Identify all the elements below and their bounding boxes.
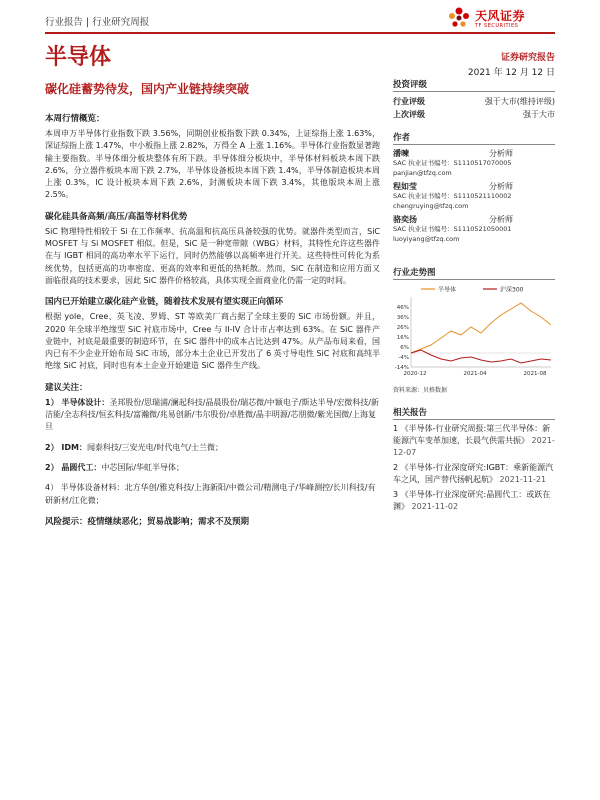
x-tick-label: 2020-12 — [403, 371, 427, 377]
prev-rating-row: 上次评级 强于大市 — [393, 110, 555, 119]
flower-icon — [445, 5, 473, 33]
chart-source: 资料来源：贝格数据 — [393, 387, 448, 394]
x-tick-label: 2021-08 — [523, 371, 547, 377]
series-line — [411, 350, 551, 363]
legend-label: 沪深300 — [500, 286, 524, 294]
related-title: 相关报告 — [393, 406, 555, 420]
logo-text: 天风证券 — [475, 9, 526, 23]
top-bar — [45, 10, 555, 34]
rating-row: 行业评级 强于大市(维持评级) — [393, 97, 555, 106]
related-report: 2 《半导体-行业深度研究:IGBT：乘新能源汽车之风，国产替代扬帆起航》 2021-11-21 — [393, 463, 554, 484]
headline: 碳化硅蓄势待发，国内产业链持续突破 — [45, 82, 250, 96]
y-tick-label: 16% — [396, 335, 409, 341]
sidebar — [393, 78, 555, 516]
report-date: 2021 年 12 月 12 日 — [467, 68, 555, 78]
author: 潘暕 分析师 SAC 执业证书编号：S1110517070005 panjian@tfzq.com — [393, 149, 513, 177]
section-title: 国内已开始建立碳化硅产业链，随着技术发展有望实现正向循环 — [45, 297, 284, 308]
brand-logo — [445, 4, 555, 34]
trend-chart-svg — [393, 283, 555, 383]
related-report: 1 《半导体-行业研究周报:第三代半导体：新能源汽车变革加速，长晨气供需共振》 2021-12-07 — [393, 424, 555, 457]
suggestion-item: 2） 晶圆代工：中芯国际/华虹半导体； — [45, 462, 185, 472]
y-tick-label: -14% — [394, 365, 409, 371]
paragraph: SiC 物理特性相较于 Si 在工作频率、抗高温和抗高压具备较强的优势。就器件类型而言，SiC MOSFET 与 Si MOSFET 相似。但是，SiC 是一种宽带隙（WBG）材料，其特性允许这些器件在与 IGBT 相同的高功率水平下运行，同时仍然能够以高频率进行开关。这些特性可转化为系统优势，包括更高的功率密度、更高的效率和更低的热耗散。然而，SiC 在制造和应用方面又面临很高的技术要求，因此 SiC 器件价格较高，具体实现全面商业化仍需一定的时间。 — [45, 226, 380, 285]
logo-en: TF SECURITIES — [475, 23, 519, 29]
legend-label: 半导体 — [438, 286, 457, 294]
paragraph: 根据 yole，Cree、英飞凌、罗姆、ST 等欧美厂商占据了全球主要的 SiC 市场份额。并且，2020 年全球半绝缘型 SiC 衬底市场中，Cree 与 II-IV 合计市占率达到 63%。在 SiC 器件产业链中，衬底是最重要的制造环节，在 SiC 器件中的成本占比达到 47%。从产品布局来看，国内已有不少企业开始布局 SiC 市场，部分本土企业已开发出了 6 英寸导电性 SiC 衬底和高纯半绝缘 SiC 衬底，同时也有本土企业开始建造 SiC 器件生产线。 — [45, 312, 380, 371]
main-column — [45, 112, 380, 527]
report-type: 证券研究报告 — [500, 53, 555, 63]
section-title: 碳化硅具备高频/高压/高温等材料优势 — [45, 211, 188, 222]
author: 程如莹 分析师 SAC 执业证书编号：S1110521110002 chengruying@tfzq.com — [393, 182, 513, 210]
authors-title: 作者 — [393, 131, 555, 145]
rating-title: 投资评级 — [393, 78, 555, 92]
risk-note: 风险提示：疫情继续恶化；贸易战影响；需求不及预期 — [45, 516, 250, 527]
section-title: 建议关注： — [45, 382, 88, 393]
y-tick-label: 6% — [400, 345, 409, 351]
series-line — [411, 303, 551, 353]
trend-chart — [393, 283, 555, 383]
report-tag: 行业报告 | 行业研究周报 — [45, 17, 150, 28]
y-tick-label: 26% — [396, 325, 409, 331]
trend-title: 行业走势图 — [393, 266, 555, 280]
y-tick-label: -4% — [398, 355, 409, 361]
y-tick-label: 46% — [396, 305, 409, 311]
author: 骆奕扬 分析师 SAC 执业证书编号：S1110521050001 luoyiyang@tfzq.com — [393, 215, 513, 243]
x-tick-label: 2021-04 — [463, 371, 487, 377]
y-tick-label: 36% — [396, 315, 409, 321]
page-title: 半导体 — [45, 45, 112, 70]
suggestion-item: 4） 半导体设备材料：北方华创/雅克科技/上海新阳/中微公司/精测电子/华峰测控/长川科技/有研新材/江化微； — [45, 483, 376, 505]
section-title: 本周行情概览： — [45, 114, 105, 124]
suggestion-item: 2） IDM：闻泰科技/三安光电/时代电气/士兰微； — [45, 442, 224, 452]
paragraph: 本周申万半导体行业指数下跌 3.56%，同期创业板指数下跌 0.34%，上证综指上涨 1.63%，深证综指上涨 1.47%，中小板指上涨 2.82%，万得全 A 上涨 1.16%。半导体行业指数显著跑输主要指数。半导体细分板块整体有所下跌。半导体细分板块中，半导体材料板块本周下跌 2.6%，分立器件板块本周下跌 2.7%，半导体设备板块本周下跌 1.4%，半导体制造板块本周上涨 0.3%，IC 设计板块本周下跌 2.6%，封测板块本周下跌 3.4%，其他版块本周上涨 2.5%。 — [45, 129, 380, 200]
related-report: 3 《半导体-行业深度研究:晶圆代工：或跃在渊》 2021-11-02 — [393, 490, 551, 511]
suggestion-item: 1） 半导体设计：圣邦股份/思瑞浦/澜起科技/晶晨股份/瑞芯微/中颖电子/斯达半导/宏微科技/新洁能/全志科技/恒玄科技/富瀚微/兆易创新/韦尔股份/卓胜微/晶丰明源/芯朋微/紫光国微/上海复旦 — [45, 397, 379, 432]
